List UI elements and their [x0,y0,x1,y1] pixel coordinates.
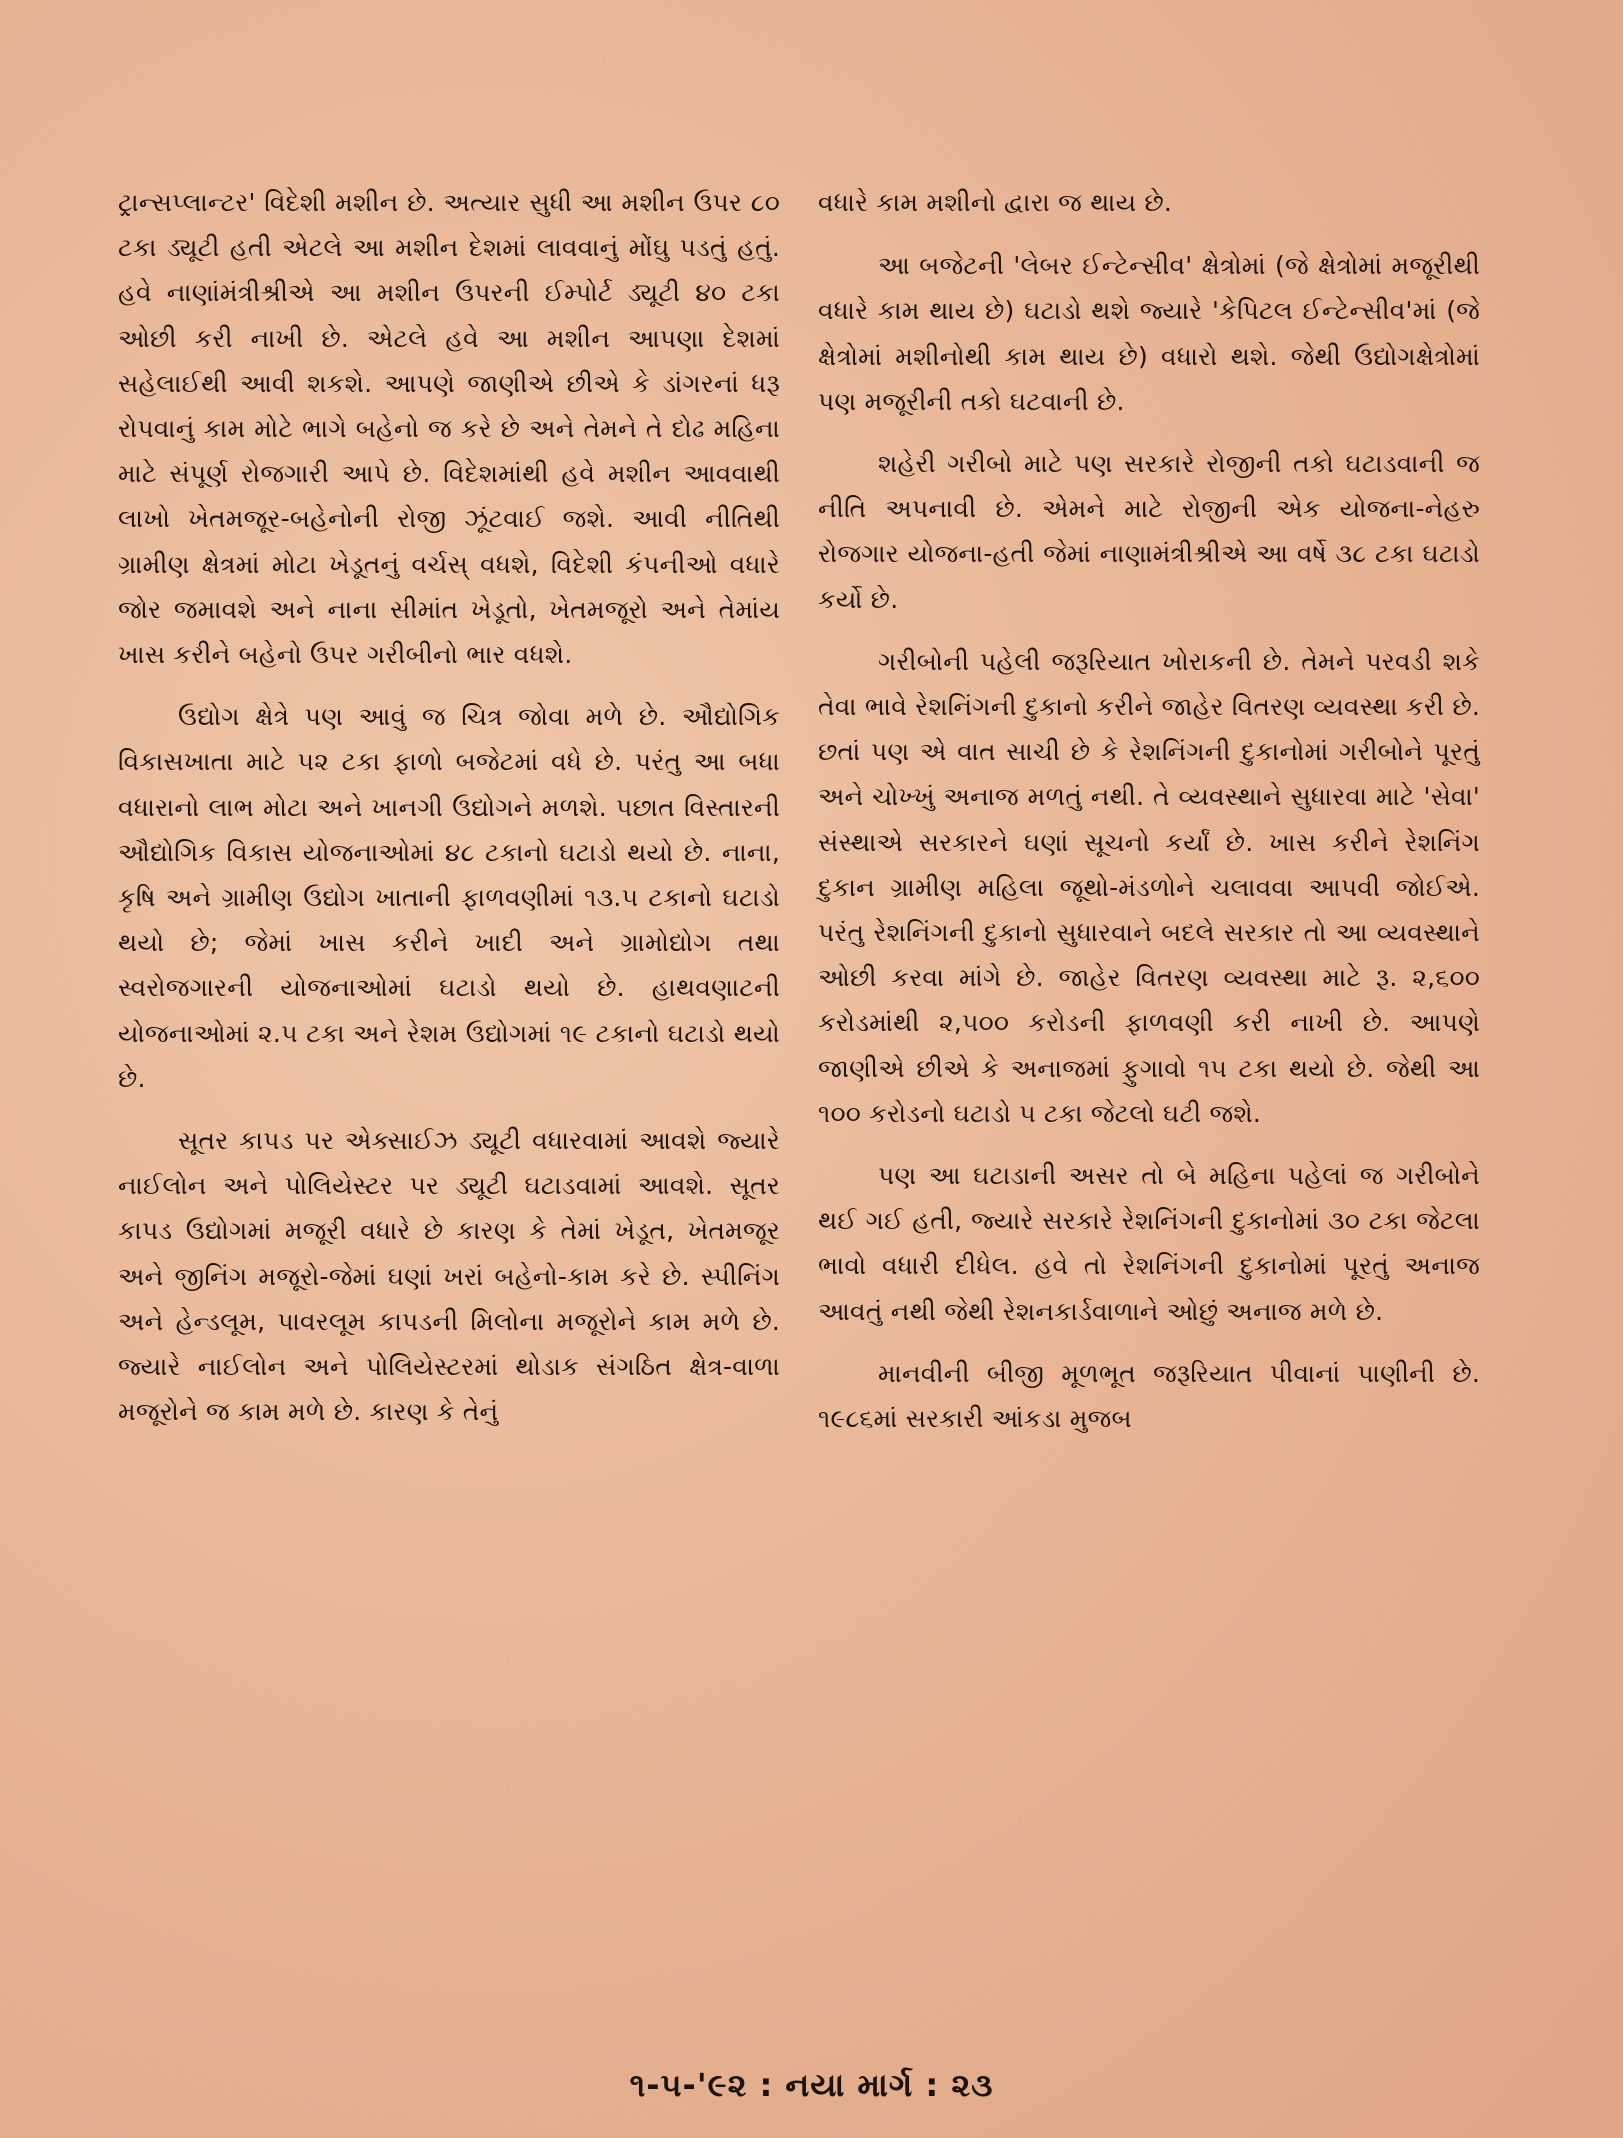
right-paragraph-6: માનવીની બીજી મૂળભૂત જરૂરિયાત પીવાનાં પાણીની છે. ૧૯૮૬માં સરકારી આંકડા મુજબ [818,1358,1480,1434]
left-paragraph-1: ટ્રાન્સપ્લાન્ટર' વિદેશી મશીન છે. અત્યાર સુધી આ મશીન ઉપર ૮૦ ટકા ડ્યૂટી હતી એટલે આ મશીન દેશમાં લાવવાનું મોંઘુ પડતું હતું. હવે નાણાંમંત્રીશ્રીએ આ મશીન ઉપરની ઈમ્પોર્ટ ડ્યૂટી ૪૦ ટકા ઓછી કરી નાખી છે. એટલે હવે આ મશીન આપણા દેશમાં સહેલાઈથી આવી શકશે. આપણે જાણીએ છીએ કે ડાંગરનાં ધરૂ રોપવાનું કામ મોટે ભાગે બહેનો જ કરે છે અને તેમને તે દોઢ મહિના માટે સંપૂર્ણ રોજગારી આપે છે. વિદેશમાંથી હવે મશીન આવવાથી લાખો ખેતમજૂર-બહેનોની રોજી ઝૂંટવાઈ જશે. આવી નીતિથી ગ્રામીણ ક્ષેત્રમાં મોટા ખેડૂતનું વર્ચસ્ વધશે, વિદેશી કંપનીઓ વધારે જોર જમાવશે અને નાના સીમાંત ખેડૂતો, ખેતમજૂરો અને તેમાંય ખાસ કરીને બહેનો ઉપર ગરીબીનો ભાર વધશે. [118,188,780,670]
right-paragraph-4: ગરીબોની પહેલી જરૂરિયાત ખોરાકની છે. તેમને પરવડી શકે તેવા ભાવે રેશનિંગની દુકાનો કરીને જાહેર વિતરણ વ્યવસ્થા કરી છે. છતાં પણ એ વાત સાચી છે કે રેશનિંગની દુકાનોમાં ગરીબોને પૂરતું અને ચોખ્ખું અનાજ મળતું નથી. તે વ્યવસ્થાને સુધારવા માટે 'સેવા' સંસ્થાએ સરકારને ઘણાં સૂચનો કર્યાં છે. ખાસ કરીને રેશનિંગ દુકાન ગ્રામીણ મહિલા જૂથો-મંડળોને ચલાવવા આપવી જોઈએ. પરંતુ રેશનિંગની દુકાનો સુધારવાને બદલે સરકાર તો આ વ્યવસ્થાને ઓછી કરવા માંગે છે. જાહેર વિતરણ વ્યવસ્થા માટે રૂ. ૨,૬૦૦ કરોડમાંથી ૨,૫૦૦ કરોડની ફાળવણી કરી નાખી છે. આપણે જાણીએ છીએ કે અનાજમાં ફુગાવો ૧૫ ટકા થયો છે. જેથી આ ૧૦૦ કરોડનો ઘટાડો ૫ ટકા જેટલો ઘટી જશે. [818,646,1480,1128]
right-paragraph-3: શહેરી ગરીબો માટે પણ સરકારે રોજીની તકો ઘટાડવાની જ નીતિ અપનાવી છે. એમને માટે રોજીની એક યોજના-નેહરુ રોજગાર યોજના-હતી જેમાં નાણામંત્રીશ્રીએ આ વર્ષે ૩૮ ટકા ઘટાડો કર્યો છે. [818,449,1480,614]
right-paragraph-2: આ બજેટની 'લેબર ઈન્ટેન્સીવ' ક્ષેત્રોમાં (જે ક્ષેત્રોમાં મજૂરીથી વધારે કામ થાય છે) ઘટાડો થશે જ્યારે 'કેપિટલ ઈન્ટેન્સીવ'માં (જે ક્ષેત્રોમાં મશીનોથી કામ થાય છે) વધારો થશે. જેથી ઉદ્યોગક્ષેત્રોમાં પણ મજૂરીની તકો ઘટવાની છે. [818,251,1480,416]
left-paragraph-3: સૂતર કાપડ પર એક્સાઈઝ ડ્યૂટી વધારવામાં આવશે જ્યારે નાઈલોન અને પોલિયેસ્ટર પર ડ્યૂટી ઘટાડવામાં આવશે. સૂતર કાપડ ઉદ્યોગમાં મજૂરી વધારે છે કારણ કે તેમાં ખેડૂત, ખેતમજૂર અને જીનિંગ મજૂરો-જેમાં ઘણાં ખરાં બહેનો-કામ કરે છે. સ્પીનિંગ અને હેન્ડલૂમ, પાવરલૂમ કાપડની મિલોના મજૂરોને કામ મળે છે. જ્યારે નાઈલોન અને પોલિયેસ્ટરમાં થોડાક સંગઠિત ક્ષેત્ર-વાળા મજૂરોને જ કામ મળે છે. કારણ કે તેનું [118,1126,780,1427]
right-column [818,180,1480,1458]
right-paragraph-5: પણ આ ઘટાડાની અસર તો બે મહિના પહેલાં જ ગરીબોને થઈ ગઈ હતી, જ્યારે સરકારે રેશનિંગની દુકાનોમાં ૩૦ ટકા જેટલા ભાવો વધારી દીધેલ. હવે તો રેશનિંગની દુકાનોમાં પૂરતું અનાજ આવતું નથી જેથી રેશનકાર્ડવાળાને ઓછું અનાજ મળે છે. [818,1161,1480,1326]
left-column [118,180,780,1451]
left-paragraph-2: ઉદ્યોગ ક્ષેત્રે પણ આવું જ ચિત્ર જોવા મળે છે. ઔદ્યોગિક વિકાસખાતા માટે ૫૨ ટકા ફાળો બજેટમાં વધે છે. પરંતુ આ બધા વધારાનો લાભ મોટા અને ખાનગી ઉદ્યોગને મળશે. પછાત વિસ્તારની ઔદ્યોગિક વિકાસ યોજનાઓમાં ૪૮ ટકાનો ઘટાડો થયો છે. નાના, કૃષિ અને ગ્રામીણ ઉદ્યોગ ખાતાની ફાળવણીમાં ૧૩.૫ ટકાનો ઘટાડો થયો છે; જેમાં ખાસ કરીને ખાદી અને ગ્રામોદ્યોગ તથા સ્વરોજગારની યોજનાઓમાં ઘટાડો થયો છે. હાથવણાટની યોજનાઓમાં ૨.૫ ટકા અને રેશમ ઉદ્યોગમાં ૧૯ ટકાનો ઘટાડો થયો છે. [118,702,780,1093]
right-paragraph-1: વધારે કામ મશીનો દ્વારા જ થાય છે. [818,188,1173,217]
page-footer: ૧-૫-'૯૨ : નયા માર્ગ : ૨૩ [629,2066,994,2104]
